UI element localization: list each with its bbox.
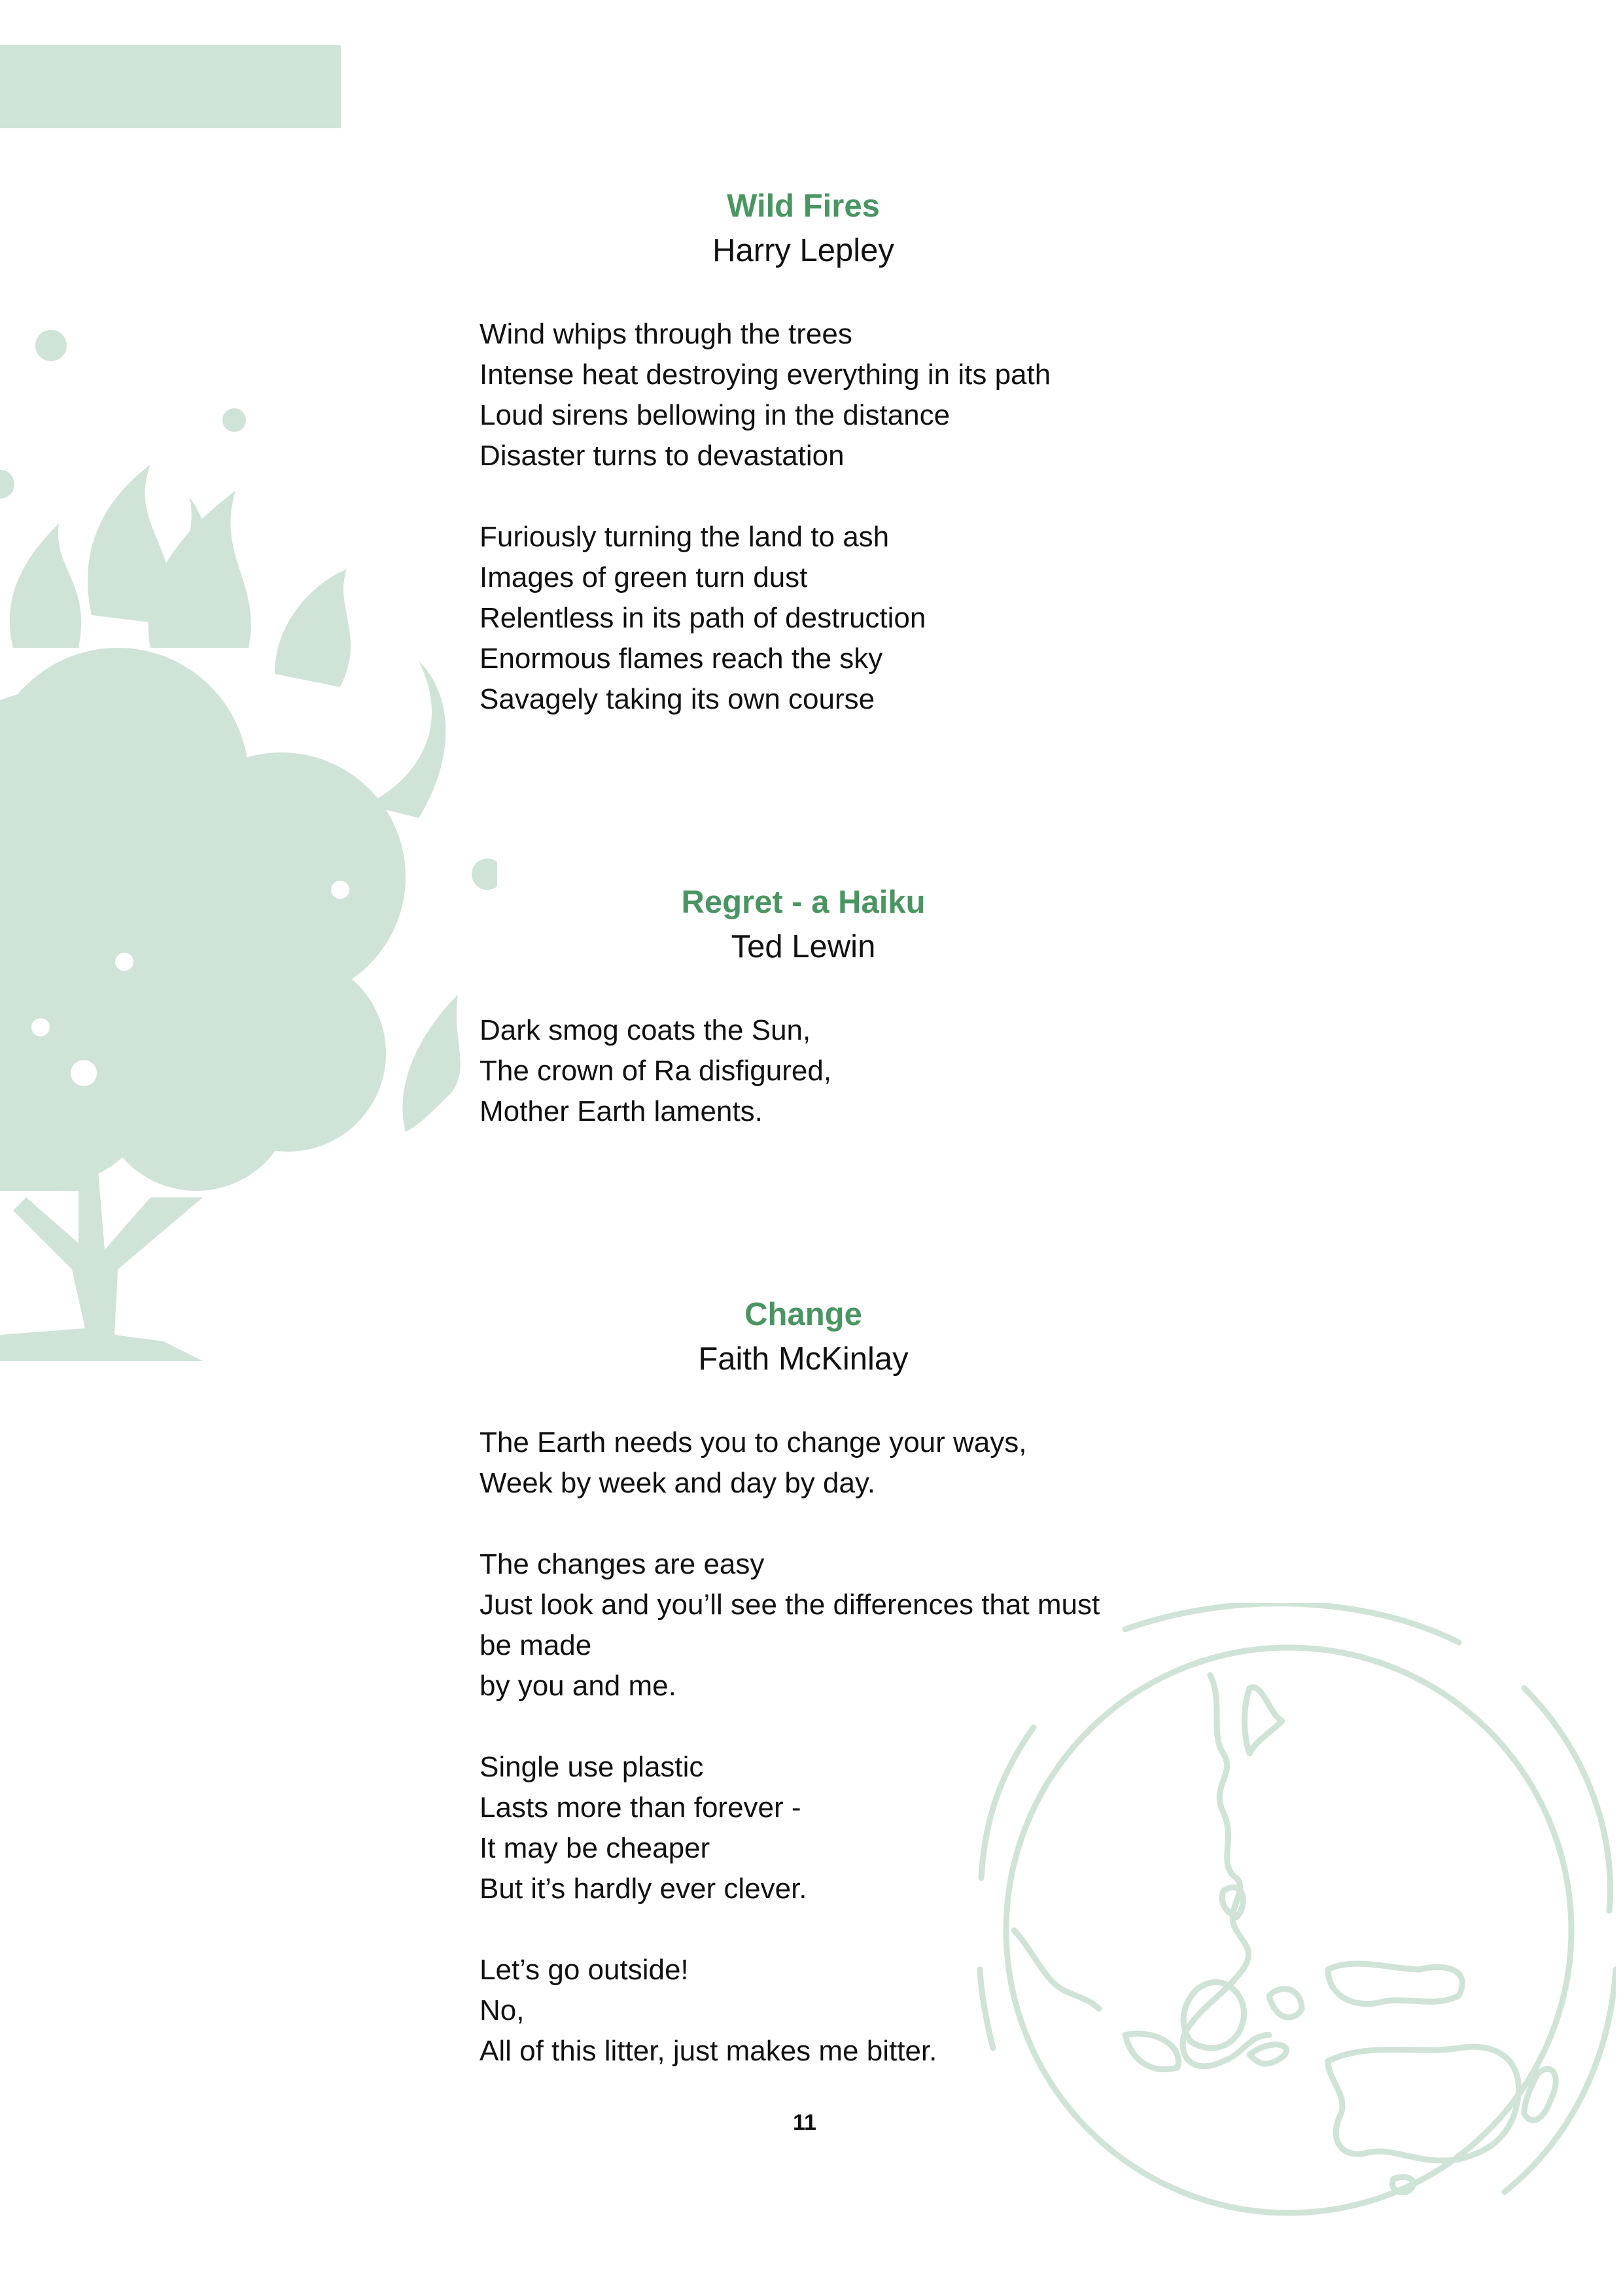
poem-title: Change [744,1297,862,1332]
poem-line: But it’s hardly ever clever. [480,1873,807,1905]
poem-line: Week by week and day by day. [480,1467,875,1499]
poem-header [480,881,1127,970]
poem-line: The crown of Ra disfigured, [480,1055,832,1087]
poem-line: be made [480,1629,592,1661]
poem-line: No, [480,1994,525,2026]
stanza [480,1422,1134,1504]
poem-title: Wild Fires [727,188,880,224]
poem-line: Enormous flames reach the sky [480,643,883,675]
stanza [480,517,1134,720]
poem-header [480,1293,1127,1382]
poem-header [480,185,1127,274]
poem-line: Let’s go outside! [480,1954,689,1986]
poem-line: Loud sirens bellowing in the distance [480,399,951,431]
poem-line: Lasts more than forever - [480,1792,801,1824]
poem-line: Images of green turn dust [480,561,808,593]
stanza [480,1950,1134,2072]
poem-line: It may be cheaper [480,1832,710,1864]
poem-line: Relentless in its path of destruction [480,602,926,634]
page-number: 11 [793,2110,816,2135]
poem-line: Furiously turning the land to ash [480,521,890,553]
poem-author: Harry Lepley [712,233,894,268]
poem-regret-haiku [480,881,1134,1132]
poem-title: Regret - a Haiku [681,885,926,920]
burning-tree-icon [0,308,497,1446]
poem-line: Single use plastic [480,1751,704,1783]
poem-line: The changes are easy [480,1548,765,1580]
poem-wild-fires [480,185,1134,720]
stanza [480,1010,1134,1132]
poem-line: Mother Earth laments. [480,1095,763,1127]
stanza [480,1544,1134,1706]
poem-line: Just look and you’ll see the differences that must [480,1589,1100,1621]
poem-line: All of this litter, just makes me bitter. [480,2035,937,2067]
poem-author: Ted Lewin [731,929,876,964]
poem-line: by you and me. [480,1670,676,1702]
poem-line: The Earth needs you to change your ways, [480,1426,1027,1458]
poem-line: Dark smog coats the Sun, [480,1014,811,1046]
poem-author: Faith McKinlay [698,1341,909,1377]
poem-line: Savagely taking its own course [480,683,875,715]
header-tab-band [0,45,341,128]
stanza [480,1747,1134,1909]
stanza [480,314,1134,476]
poem-line: Intense heat destroying everything in its path [480,359,1051,391]
poem-change [480,1293,1134,2072]
poem-line: Disaster turns to devastation [480,440,845,472]
poem-line: Wind whips through the trees [480,318,852,350]
